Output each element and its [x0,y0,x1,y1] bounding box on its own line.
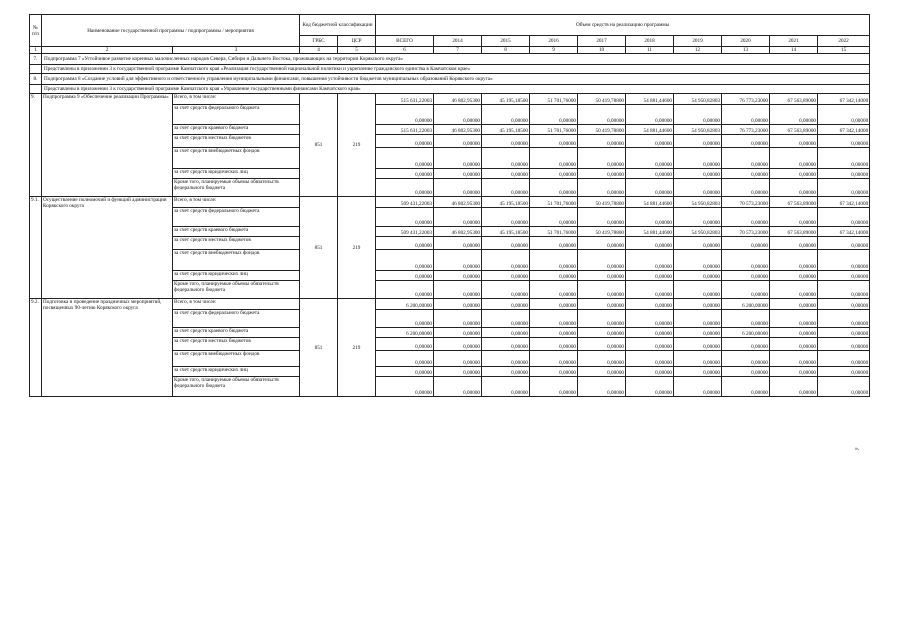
amount-cell: 0,00000 [376,148,434,169]
amount-cell: 76 773,23000 [722,94,770,105]
column-number: 12 [674,47,722,54]
amount-cell: 0,00000 [482,299,530,310]
amount-cell: 0,00000 [530,250,578,271]
amount-cell: 0,00000 [626,271,674,281]
funding-source-label: за счет средств краевого бюджета [173,328,300,338]
amount-cell: 509 431,22003 [376,197,434,208]
amount-cell: 0,00000 [434,377,482,397]
amount-cell: 0,00000 [482,281,530,299]
amount-cell: 0,00000 [376,179,434,197]
table-row [30,197,870,208]
amount-cell: 0,00000 [578,328,626,338]
amount-cell: 0,00000 [818,328,870,338]
amount-cell: 50 419,78800 [578,94,626,105]
amount-cell: 0,00000 [722,208,770,227]
amount-cell: 0,00000 [722,148,770,169]
amount-cell: 45 195,18500 [482,94,530,105]
amount-cell: 0,00000 [434,351,482,367]
amount-cell: 51 701,76000 [530,197,578,208]
amount-cell: 0,00000 [434,135,482,148]
column-number: 15 [818,47,870,54]
amount-cell: 0,00000 [578,179,626,197]
amount-cell: 0,00000 [674,135,722,148]
budget-table [29,14,870,397]
amount-cell: 54 881,44600 [626,197,674,208]
column-number-row [30,47,870,54]
section-row [30,54,870,65]
funding-source-label: за счет средств внебюджетных фондов [173,351,300,367]
funding-source-label: за счет средств местных бюджетов [173,237,300,250]
amount-cell: 0,00000 [818,105,870,125]
funding-source-label: за счет средств федерального бюджета [173,208,300,227]
program-name: Подготовка и проведение праздничных мероприятий, посвященных 90-летию Корякского округа [42,299,173,397]
program-name: Подпрограмма 9 «Обеспечение реализации Программы» [42,94,173,197]
program-number: 9.1. [30,197,42,299]
amount-cell: 0,00000 [674,351,722,367]
header-year: 2021 [770,36,818,47]
amount-cell: 0,00000 [376,338,434,351]
amount-cell: 0,00000 [578,310,626,328]
header-total: ВСЕГО [376,36,434,47]
funding-source-label: Кроме того, планируемые объемы обязательств федерального бюджета [173,281,300,299]
amount-cell: 0,00000 [626,310,674,328]
column-number: 3 [173,47,300,54]
amount-cell: 515 631,22003 [376,125,434,135]
amount-cell: 0,00000 [482,208,530,227]
amount-cell: 0,00000 [770,135,818,148]
amount-cell: 0,00000 [626,105,674,125]
amount-cell: 0,00000 [674,250,722,271]
amount-cell: 0,00000 [530,271,578,281]
amount-cell: 0,00000 [770,169,818,179]
amount-cell: 0,00000 [818,179,870,197]
amount-cell: 67 563,89000 [770,94,818,105]
table-row [30,299,870,310]
amount-cell: 0,00000 [626,148,674,169]
amount-cell: 6 200,00000 [722,328,770,338]
program-name: Осуществление полномочий и функций администрации Корякского округа [42,197,173,299]
amount-cell: 0,00000 [770,281,818,299]
header-row-top [30,15,870,36]
amount-cell: 0,00000 [578,169,626,179]
amount-cell: 0,00000 [578,338,626,351]
header-year: 2020 [722,36,770,47]
amount-cell: 0,00000 [530,328,578,338]
amount-cell: 0,00000 [722,367,770,377]
amount-cell: 67 563,89000 [770,125,818,135]
column-number: 4 [300,47,338,54]
amount-cell: 0,00000 [626,281,674,299]
amount-cell: 45 195,18500 [482,227,530,237]
csr-code: 219 [338,94,376,197]
funding-source-label: за счет средств краевого бюджета [173,125,300,135]
amount-cell: 0,00000 [674,105,722,125]
csr-code: 219 [338,197,376,299]
amount-cell: 0,00000 [626,299,674,310]
amount-cell: 0,00000 [482,351,530,367]
amount-cell: 0,00000 [770,148,818,169]
amount-cell: 0,00000 [578,377,626,397]
amount-cell: 509 431,22003 [376,227,434,237]
column-number: 5 [338,47,376,54]
amount-cell: 0,00000 [578,135,626,148]
amount-cell: 54 950,82803 [674,125,722,135]
amount-cell: 0,00000 [530,338,578,351]
column-number: 6 [376,47,434,54]
table-body [30,15,870,397]
section-row [30,74,870,85]
amount-cell: 0,00000 [578,351,626,367]
amount-cell: 0,00000 [434,367,482,377]
amount-cell: 67 342,14000 [818,125,870,135]
amount-cell: 0,00000 [722,351,770,367]
amount-cell: 0,00000 [626,135,674,148]
amount-cell: 0,00000 [376,169,434,179]
amount-cell: 0,00000 [434,208,482,227]
section-text: Представлены в приложении 3 к государственной программе Камчатского края «Реализация государственной национальной политики и укрепление гражданского единства в Камчатском крае» [42,65,870,74]
amount-cell: 0,00000 [434,237,482,250]
funding-source-label: за счет средств юридических лиц [173,367,300,377]
funding-source-label: Всего, в том числе: [173,299,300,310]
amount-cell: 0,00000 [770,377,818,397]
amount-cell: 0,00000 [818,377,870,397]
amount-cell: 0,00000 [376,367,434,377]
column-number: 7 [434,47,482,54]
amount-cell: 0,00000 [578,250,626,271]
amount-cell: 0,00000 [674,338,722,351]
amount-cell: 0,00000 [482,179,530,197]
amount-cell: 0,00000 [530,179,578,197]
amount-cell: 0,00000 [818,351,870,367]
amount-cell: 0,00000 [376,250,434,271]
section-text: Подпрограмма 7 «Устойчивое развитие коренных малочисленных народов Севера, Сибири и Дальнего Востока, проживающих на территории Корякского округа» [42,54,870,65]
amount-cell: 70 573,23000 [722,227,770,237]
grbs-code: 851 [300,299,338,397]
header-year: 2014 [434,36,482,47]
funding-source-label: Всего, в том числе: [173,197,300,208]
amount-cell: 0,00000 [722,237,770,250]
header-year: 2018 [626,36,674,47]
amount-cell: 0,00000 [578,281,626,299]
amount-cell: 0,00000 [530,310,578,328]
column-number: 10 [578,47,626,54]
amount-cell: 0,00000 [818,208,870,227]
amount-cell: 0,00000 [578,299,626,310]
section-text: Представлены в приложении 3 к государственной программе Камчатского края «Управление государственными финансами Камчатского края» [42,85,870,94]
funding-source-label: за счет средств местных бюджетов [173,338,300,351]
budget-document [29,14,867,397]
amount-cell: 0,00000 [530,299,578,310]
funding-source-label: Всего, в том числе: [173,94,300,105]
column-number: 13 [722,47,770,54]
csr-code: 219 [338,299,376,397]
amount-cell: 0,00000 [770,237,818,250]
amount-cell: 0,00000 [626,338,674,351]
stray-mark: ». [855,446,860,452]
amount-cell: 54 950,82803 [674,197,722,208]
amount-cell: 0,00000 [434,328,482,338]
amount-cell: 67 342,14000 [818,227,870,237]
funding-source-label: за счет средств внебюджетных фондов [173,148,300,169]
header-year: 2022 [818,36,870,47]
column-number: 2 [42,47,173,54]
amount-cell: 67 342,14000 [818,94,870,105]
amount-cell: 0,00000 [434,169,482,179]
amount-cell: 0,00000 [674,179,722,197]
amount-cell: 0,00000 [376,351,434,367]
amount-cell: 51 701,76000 [530,125,578,135]
amount-cell: 0,00000 [722,179,770,197]
header-volume-group: Объем средств на реализацию программы [376,15,870,36]
funding-source-label: Кроме того, планируемые объемы обязательств федерального бюджета [173,377,300,397]
header-grbs: ГРБС [300,36,338,47]
amount-cell: 0,00000 [482,271,530,281]
amount-cell: 0,00000 [626,179,674,197]
column-number: 9 [530,47,578,54]
amount-cell: 0,00000 [376,281,434,299]
amount-cell: 0,00000 [434,281,482,299]
amount-cell: 0,00000 [482,338,530,351]
amount-cell: 0,00000 [674,310,722,328]
column-number: 14 [770,47,818,54]
amount-cell: 6 200,00000 [376,328,434,338]
amount-cell: 0,00000 [770,328,818,338]
amount-cell: 0,00000 [530,237,578,250]
amount-cell: 0,00000 [722,281,770,299]
amount-cell: 0,00000 [578,208,626,227]
amount-cell: 54 881,44600 [626,227,674,237]
amount-cell: 0,00000 [530,351,578,367]
amount-cell: 0,00000 [722,135,770,148]
amount-cell: 51 701,76000 [530,94,578,105]
amount-cell: 0,00000 [482,328,530,338]
amount-cell: 0,00000 [770,271,818,281]
amount-cell: 0,00000 [482,377,530,397]
grbs-code: 851 [300,197,338,299]
amount-cell: 0,00000 [578,367,626,377]
amount-cell: 0,00000 [818,367,870,377]
amount-cell: 0,00000 [530,208,578,227]
amount-cell: 51 701,76000 [530,227,578,237]
column-number: 1 [30,47,42,54]
amount-cell: 76 773,23000 [722,125,770,135]
amount-cell: 0,00000 [818,237,870,250]
amount-cell: 0,00000 [482,105,530,125]
amount-cell: 0,00000 [434,179,482,197]
amount-cell: 0,00000 [770,105,818,125]
amount-cell: 67 563,89000 [770,227,818,237]
amount-cell: 0,00000 [674,367,722,377]
amount-cell: 0,00000 [770,208,818,227]
amount-cell: 0,00000 [770,351,818,367]
funding-source-label: за счет средств юридических лиц [173,169,300,179]
header-year: 2019 [674,36,722,47]
funding-source-label: за счет средств федерального бюджета [173,310,300,328]
funding-source-label: за счет средств федерального бюджета [173,105,300,125]
amount-cell: 0,00000 [818,310,870,328]
amount-cell: 0,00000 [770,367,818,377]
program-number: 9.2. [30,299,42,397]
amount-cell: 0,00000 [578,148,626,169]
amount-cell: 0,00000 [376,271,434,281]
amount-cell: 0,00000 [578,105,626,125]
amount-cell: 46 802,95300 [434,197,482,208]
amount-cell: 0,00000 [722,250,770,271]
header-year: 2017 [578,36,626,47]
amount-cell: 0,00000 [818,281,870,299]
amount-cell: 0,00000 [482,135,530,148]
amount-cell: 0,00000 [626,237,674,250]
amount-cell: 0,00000 [722,105,770,125]
amount-cell: 0,00000 [482,237,530,250]
amount-cell: 0,00000 [674,299,722,310]
amount-cell: 0,00000 [818,299,870,310]
amount-cell: 0,00000 [626,377,674,397]
column-number: 11 [626,47,674,54]
amount-cell: 0,00000 [818,148,870,169]
amount-cell: 0,00000 [530,367,578,377]
grbs-code: 851 [300,94,338,197]
amount-cell: 0,00000 [482,310,530,328]
section-number [30,85,42,94]
amount-cell: 0,00000 [434,310,482,328]
amount-cell: 0,00000 [626,169,674,179]
amount-cell: 0,00000 [530,135,578,148]
amount-cell: 0,00000 [674,281,722,299]
amount-cell: 0,00000 [818,135,870,148]
amount-cell: 0,00000 [482,148,530,169]
amount-cell: 0,00000 [530,148,578,169]
amount-cell: 0,00000 [482,367,530,377]
amount-cell: 0,00000 [722,169,770,179]
header-year: 2015 [482,36,530,47]
amount-cell: 0,00000 [626,328,674,338]
header-code-group: Код бюджетной классификации [300,15,376,36]
amount-cell: 50 419,78800 [578,125,626,135]
amount-cell: 46 802,95300 [434,94,482,105]
amount-cell: 0,00000 [376,135,434,148]
amount-cell: 0,00000 [434,250,482,271]
amount-cell: 70 573,23000 [722,197,770,208]
amount-cell: 0,00000 [818,169,870,179]
amount-cell: 0,00000 [818,338,870,351]
amount-cell: 67 342,14000 [818,197,870,208]
amount-cell: 0,00000 [722,377,770,397]
amount-cell: 0,00000 [434,299,482,310]
amount-cell: 0,00000 [376,105,434,125]
amount-cell: 0,00000 [376,208,434,227]
header-year: 2016 [530,36,578,47]
funding-source-label: за счет средств краевого бюджета [173,227,300,237]
amount-cell: 0,00000 [818,271,870,281]
amount-cell: 45 195,18500 [482,125,530,135]
amount-cell: 54 881,44600 [626,125,674,135]
amount-cell: 0,00000 [530,281,578,299]
amount-cell: 515 631,22003 [376,94,434,105]
amount-cell: 0,00000 [626,351,674,367]
amount-cell: 0,00000 [434,338,482,351]
amount-cell: 46 802,95300 [434,227,482,237]
section-number: 8. [30,74,42,85]
amount-cell: 54 950,82803 [674,227,722,237]
amount-cell: 0,00000 [482,169,530,179]
amount-cell: 0,00000 [376,237,434,250]
amount-cell: 67 563,89000 [770,197,818,208]
amount-cell: 0,00000 [434,271,482,281]
amount-cell: 0,00000 [674,328,722,338]
amount-cell: 0,00000 [674,169,722,179]
amount-cell: 0,00000 [674,377,722,397]
amount-cell: 0,00000 [434,148,482,169]
amount-cell: 0,00000 [674,208,722,227]
amount-cell: 0,00000 [674,271,722,281]
header-csr: ЦСР [338,36,376,47]
amount-cell: 0,00000 [530,105,578,125]
amount-cell: 45 195,18500 [482,197,530,208]
amount-cell: 54 950,82803 [674,94,722,105]
amount-cell: 46 802,95300 [434,125,482,135]
funding-source-label: за счет средств внебюджетных фондов [173,250,300,271]
amount-cell: 0,00000 [626,250,674,271]
section-row [30,65,870,74]
amount-cell: 6 200,00000 [376,299,434,310]
amount-cell: 0,00000 [482,250,530,271]
amount-cell: 0,00000 [674,237,722,250]
amount-cell: 0,00000 [722,310,770,328]
column-number: 8 [482,47,530,54]
funding-source-label: за счет средств местных бюджетов [173,135,300,148]
section-number [30,65,42,74]
table-row [30,94,870,105]
section-number: 7. [30,54,42,65]
amount-cell: 0,00000 [770,310,818,328]
amount-cell: 0,00000 [818,250,870,271]
amount-cell: 0,00000 [578,271,626,281]
section-text: Подпрограмма 8 «Создание условий для эффективного и ответственного управления муниципальными финансами, повышения устойчивости бюджетов муниципальных образований Корякского округа» [42,74,870,85]
amount-cell: 0,00000 [674,148,722,169]
amount-cell: 0,00000 [530,377,578,397]
amount-cell: 50 419,78800 [578,197,626,208]
amount-cell: 0,00000 [434,105,482,125]
amount-cell: 0,00000 [376,377,434,397]
funding-source-label: Кроме того, планируемые объемы обязательств федерального бюджета [173,179,300,197]
amount-cell: 0,00000 [530,169,578,179]
amount-cell: 0,00000 [722,271,770,281]
amount-cell: 0,00000 [626,208,674,227]
amount-cell: 0,00000 [770,179,818,197]
amount-cell: 0,00000 [722,338,770,351]
amount-cell: 0,00000 [770,250,818,271]
amount-cell: 0,00000 [376,310,434,328]
amount-cell: 6 200,00000 [722,299,770,310]
amount-cell: 0,00000 [626,367,674,377]
funding-source-label: за счет средств юридических лиц [173,271,300,281]
header-num: № п/п [30,15,42,47]
amount-cell: 0,00000 [770,299,818,310]
amount-cell: 0,00000 [770,338,818,351]
section-row [30,85,870,94]
amount-cell: 54 881,44600 [626,94,674,105]
header-name: Наименование государственной программы / подпрограммы / мероприятия [42,15,300,47]
amount-cell: 50 419,78800 [578,227,626,237]
amount-cell: 0,00000 [578,237,626,250]
program-number: 9. [30,94,42,197]
